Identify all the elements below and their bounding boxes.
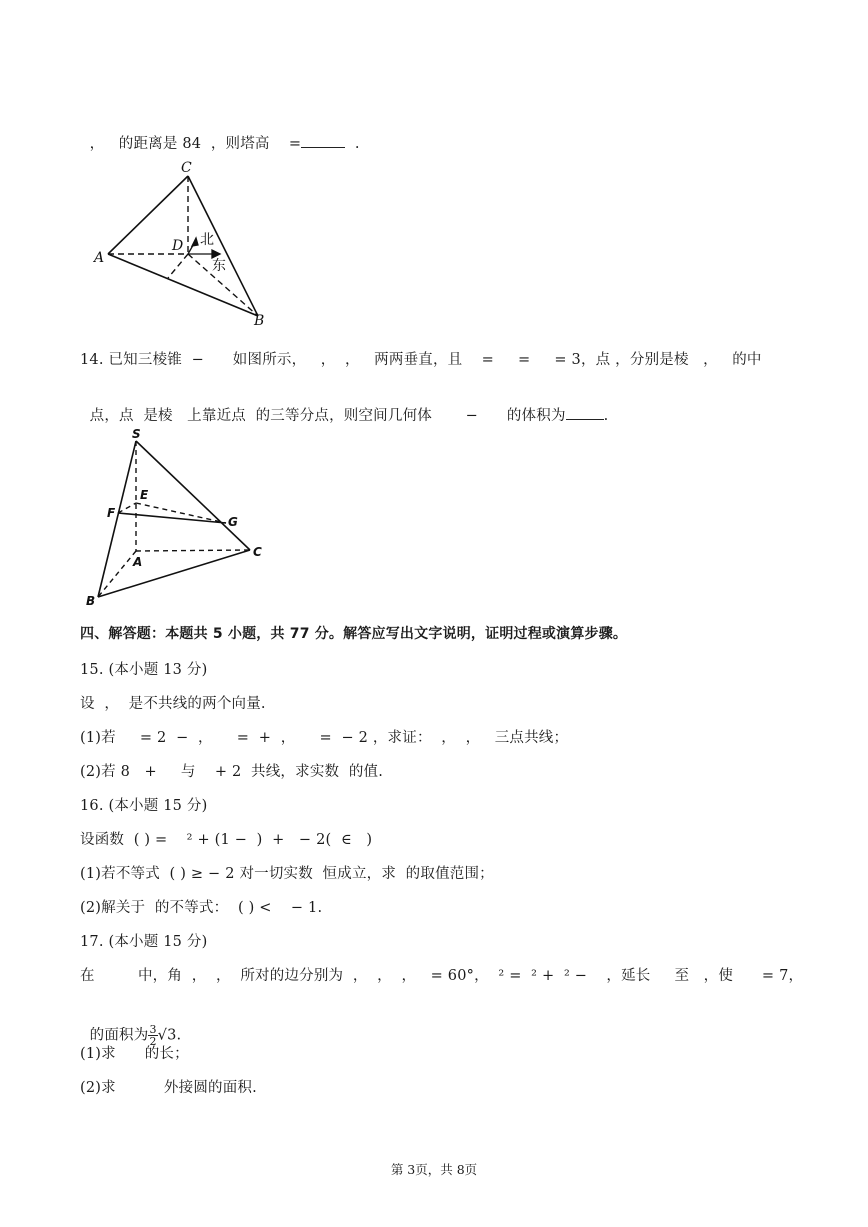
pyramid-figure (80, 425, 280, 610)
q14-text-end: . (603, 408, 609, 424)
q16-title: 16. (本小题 15 分) (80, 798, 208, 814)
q15-intro: 设 ， 是不共线的两个向量. (80, 696, 266, 712)
section-heading: 四、解答题：本题共 5 小题，共 77 分。解答应写出文字说明，证明过程或演算步骤。 (80, 626, 628, 642)
distance-text-end: . (345, 136, 360, 152)
fraction-denominator: 2 (149, 1035, 157, 1048)
label-b: B (254, 313, 265, 329)
q17-area (80, 1004, 181, 1047)
page-footer: 第 3页，共 8页 (390, 1162, 478, 1177)
label-a: A (133, 555, 143, 569)
edge-sc (136, 441, 250, 550)
q15-part1: (1)若 = 2 − ， = + ， = − 2 ，求证： ， ， 三点共线； (80, 730, 569, 746)
label-g: G (228, 515, 238, 529)
edge-bc (98, 550, 250, 597)
q17-part1: (1)求 的长； (80, 1046, 189, 1062)
north-arrowhead (192, 238, 198, 246)
label-c: C (181, 160, 192, 176)
label-north: 北 (200, 232, 214, 248)
label-a: A (94, 250, 105, 266)
answer-blank-2 (566, 405, 604, 420)
fraction-numerator: 3 (149, 1023, 157, 1036)
q16-part1: (1)若不等式 ( ) ≥ − 2 对一切实数 恒成立，求 的取值范围； (80, 866, 494, 882)
q14-text: 点，点 是棱 上靠近点 的三等分点，则空间几何体 − 的体积为 (89, 408, 566, 424)
q17-intro: 在 中，角 ， ， 所对的边分别为 ， ， ， = 60°， ² = ² + ² − ，延长 至 ，使 = 7， (80, 968, 804, 984)
edge-fg (118, 513, 226, 523)
q17-title: 17. (本小题 15 分) (80, 934, 208, 950)
edge-d-extra (168, 254, 188, 278)
q15-part2: (2)若 8 + 与 + 2 共线，求实数 的值. (80, 764, 384, 780)
q17-area-pre: 的面积为 (89, 1027, 149, 1044)
label-east: 东 (212, 258, 226, 274)
tower-figure (88, 158, 288, 338)
label-f: F (107, 506, 116, 520)
q14-line-1: 14. 已知三棱锥 − 如图所示， ， ， 两两垂直，且 = = = 3，点 ，分别是棱 ， 的中 (80, 352, 762, 368)
q14-line-2 (80, 385, 608, 426)
label-c: C (253, 545, 262, 559)
label-s: S (132, 427, 141, 441)
east-arrowhead (212, 250, 220, 258)
q16-intro: 设函数 ( ) = ² + (1 − ) + − 2( ∈ ) (80, 832, 373, 848)
q17-area-post: √3. (157, 1027, 182, 1044)
distance-text: ， 的距离是 84 ，则塔高 = (89, 136, 302, 152)
label-e: E (140, 488, 149, 502)
edge-eg (136, 503, 226, 523)
edge-ab (108, 254, 258, 316)
q16-part2: (2)解关于 的不等式： ( ) < − 1. (80, 900, 323, 916)
edge-ac (136, 550, 250, 551)
q17-part2: (2)求 外接圆的面积. (80, 1080, 257, 1096)
text-line-distance (80, 113, 360, 154)
answer-blank-1 (301, 133, 345, 148)
label-d: D (172, 238, 184, 254)
q15-title: 15. (本小题 13 分) (80, 662, 208, 678)
edge-cb (188, 176, 258, 316)
label-b: B (86, 594, 96, 608)
